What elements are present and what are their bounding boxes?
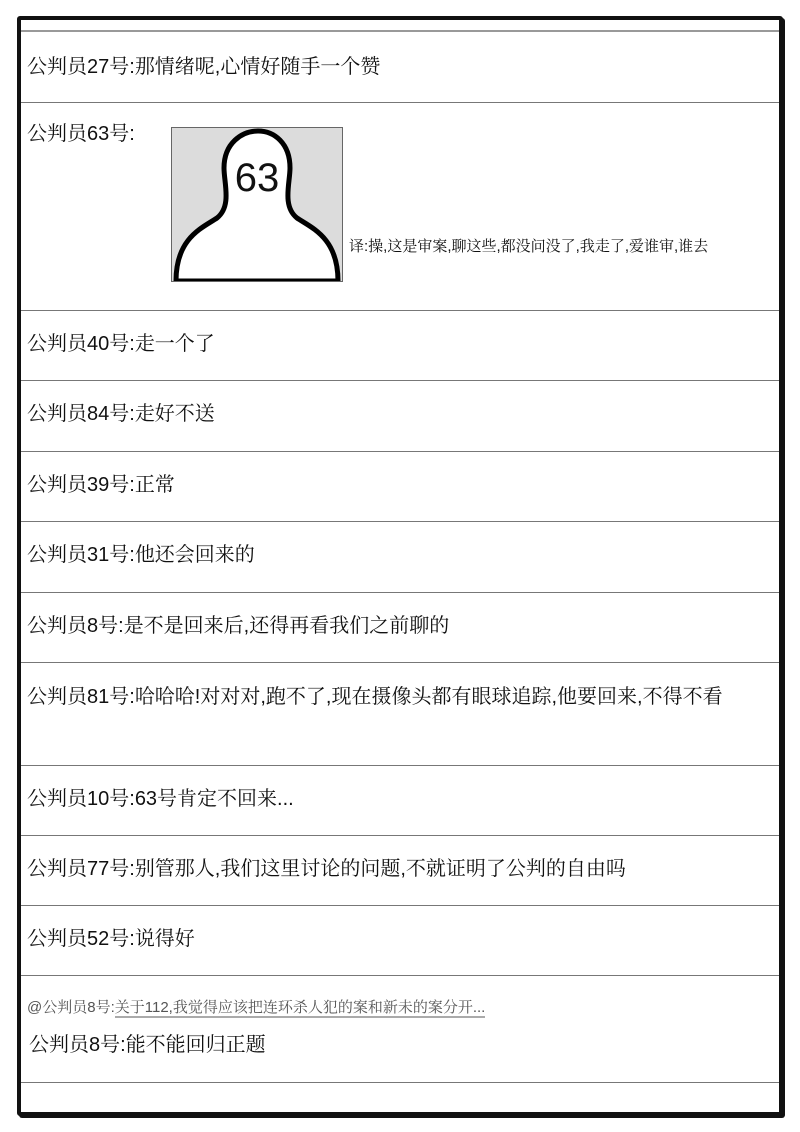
message-text: 公判员27号:那情绪呢,心情好随手一个赞 bbox=[27, 56, 381, 78]
message-text: 公判员84号:走好不送 bbox=[27, 403, 215, 425]
avatar-image bbox=[171, 127, 343, 282]
message-row bbox=[21, 663, 779, 766]
message-text: 公判员52号:说得好 bbox=[27, 928, 195, 950]
message-row bbox=[21, 381, 779, 452]
message-row bbox=[21, 906, 779, 976]
message-text: 公判员39号:正常 bbox=[27, 474, 175, 496]
message-row bbox=[21, 766, 779, 836]
avatar-label: 63 bbox=[234, 156, 280, 200]
message-row bbox=[21, 976, 779, 1083]
message-row bbox=[21, 311, 779, 381]
message-text: 公判员10号:63号肯定不回来... bbox=[27, 788, 294, 810]
message-text: 公判员8号:是不是回来后,还得再看我们之前聊的 bbox=[27, 615, 450, 637]
translation-text: 译:操,这是审案,聊这些,都没问没了,我走了,爱谁审,谁去 bbox=[349, 238, 709, 255]
message-text: 公判员8号:能不能回归正题 bbox=[29, 1034, 266, 1056]
message-text: 公判员31号:他还会回来的 bbox=[27, 544, 255, 566]
message-sender: 公判员63号: bbox=[27, 123, 135, 145]
message-text: 公判员77号:别管那人,我们这里讨论的问题,不就证明了公判的自由吗 bbox=[27, 858, 626, 880]
message-row bbox=[21, 32, 779, 103]
message-row bbox=[21, 593, 779, 663]
message-row bbox=[21, 452, 779, 522]
message-text: 公判员81号:哈哈哈!对对对,跑不了,现在摄像头都有眼球追踪,他要回来,不得不看 bbox=[27, 686, 723, 708]
message-text: 公判员40号:走一个了 bbox=[27, 333, 215, 355]
message-row bbox=[21, 103, 779, 311]
message-row bbox=[21, 836, 779, 906]
message-row bbox=[21, 522, 779, 593]
quoted-reply[interactable]: @公判员8号:关于112,我觉得应该把连环杀人犯的案和新未的案分开... bbox=[27, 999, 486, 1016]
chat-panel bbox=[17, 16, 783, 1116]
